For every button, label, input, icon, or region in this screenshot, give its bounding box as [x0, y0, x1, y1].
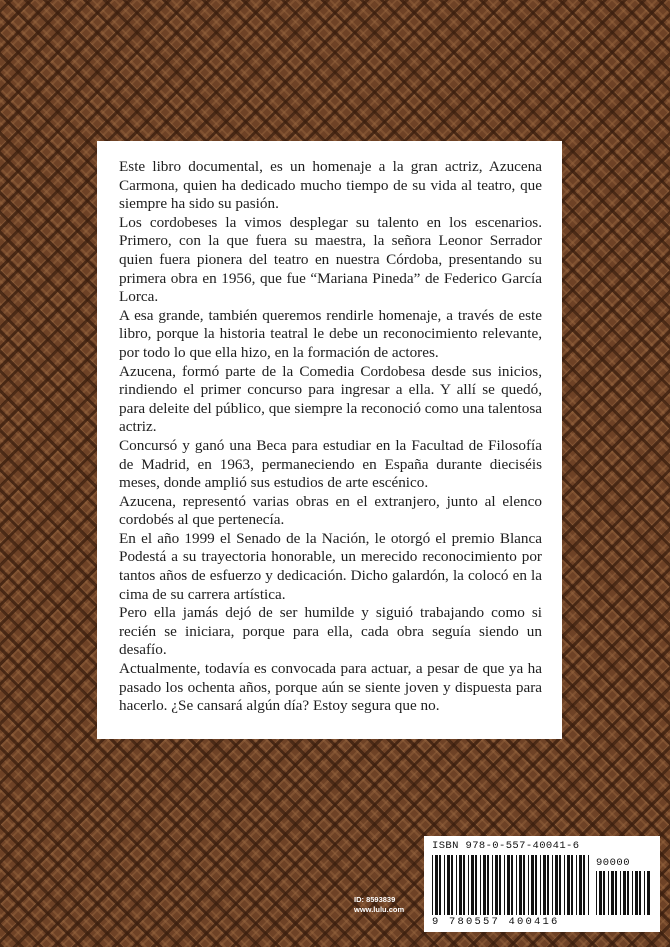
isbn-label: ISBN 978-0-557-40041-6 [432, 840, 580, 852]
ean-barcode [432, 855, 590, 915]
barcode-bar [623, 871, 626, 915]
isbn-barcode-box [424, 836, 660, 932]
barcode-bar [499, 855, 501, 915]
barcode-bar [523, 855, 525, 915]
barcode-bar [639, 871, 641, 915]
barcode-bar [459, 855, 462, 915]
barcode-bar [615, 871, 617, 915]
barcode-bar [571, 855, 573, 915]
barcode-bar [519, 855, 522, 915]
lulu-id-number: ID: 8593839 [354, 895, 396, 904]
barcode-bar [647, 871, 650, 915]
barcode-bar [599, 871, 602, 915]
paragraph-escenarios: Los cordobeses la vimos desplegar su talento en los escenarios. Primero, con la que fuera su maestra, la señora Leonor Serrador quien fuera pionera del teatro en nuestra Córdoba, presentando su primera obra en 1956, que fue “Mariana Pineda” de Federico García Lorca. [119, 213, 542, 306]
barcode-bar [451, 855, 453, 915]
barcode-bar [552, 855, 553, 915]
barcode-bar [531, 855, 534, 915]
paragraph-esa-grande: A esa grande, también queremos rendirle homenaje, a través de este libro, porque la historia teatral le debe un reconocimiento relevante, por todo lo que ella hizo, en la formación de actores. [119, 306, 542, 361]
back-cover-text-panel [97, 141, 562, 739]
barcode-bar [543, 855, 546, 915]
barcode-bar [596, 871, 597, 915]
barcode-bar [468, 855, 469, 915]
barcode-bar [547, 855, 549, 915]
barcode-bar [644, 871, 645, 915]
barcode-bar [435, 855, 438, 915]
barcode-bar [475, 855, 477, 915]
ean-digits: 9 780557 400416 [432, 916, 560, 928]
barcode-bar [579, 855, 582, 915]
barcode-bar [603, 871, 605, 915]
barcode-bar [559, 855, 561, 915]
barcode-bar [439, 855, 441, 915]
barcode-bar [583, 855, 585, 915]
paragraph-comedia-cordobesa: Azucena, formó parte de la Comedia Cordobesa desde sus inicios, rindiendo el primer concurso para ingresar a ella. Y allí se quedó, para deleite del público, que siempre la reconoció como una talentosa actriz. [119, 362, 542, 436]
paragraph-beca: Concursó y ganó una Beca para estudiar en la Facultad de Filosofía de Madrid, en 1963, permaneciendo en España durante dieciséis meses, donde amplió sus estudios de arte escénico. [119, 436, 542, 492]
barcode-bar [504, 855, 505, 915]
barcode-bar [516, 855, 517, 915]
barcode-bar [507, 855, 510, 915]
barcode-bar [564, 855, 565, 915]
paragraph-homenaje: Este libro documental, es un homenaje a la gran actriz, Azucena Carmona, quien ha dedicado mucho tiempo de su vida al teatro, que siempre ha sido su pasión. [119, 158, 542, 213]
barcode-bar [463, 855, 465, 915]
barcode-bar [456, 855, 457, 915]
barcode-bar [567, 855, 570, 915]
barcode-bar [635, 871, 638, 915]
barcode-bar [447, 855, 450, 915]
barcode-bar [487, 855, 489, 915]
barcode-bar [495, 855, 498, 915]
barcode-bar [555, 855, 558, 915]
barcode-bar [480, 855, 481, 915]
barcode-bar [432, 855, 433, 915]
barcode-bar [483, 855, 486, 915]
paragraph-extranjero: Azucena, representó varias obras en el extranjero, junto al elenco cordobés al que pertenecía. [119, 492, 542, 529]
barcode-bar [627, 871, 629, 915]
barcode-bar [632, 871, 633, 915]
barcode-bar [576, 855, 577, 915]
paragraph-premio: En el año 1999 el Senado de la Nación, le otorgó el premio Blanca Podestá a su trayectoria honorable, un merecido reconocimiento por tantos años de esfuerzo y dedicación. Dicho galardón, la colocó en la cima de su carrera artística. [119, 529, 542, 603]
barcode-bar [611, 871, 614, 915]
barcode-bar [471, 855, 474, 915]
barcode-bar [528, 855, 529, 915]
barcode-bar [444, 855, 445, 915]
lulu-id-label [354, 895, 424, 915]
barcode-bar [492, 855, 493, 915]
barcode-bar [620, 871, 621, 915]
barcode-bar [588, 855, 589, 915]
paragraph-actualmente: Actualmente, todavía es convocada para actuar, a pesar de que ya ha pasado los ochenta años, porque aún se siente joven y dispuesta para hacerlo. ¿Se cansará algún día? Estoy segura que no. [119, 660, 542, 715]
barcode-bar [608, 871, 609, 915]
lulu-site: www.lulu.com [354, 905, 405, 914]
barcode-bar [535, 855, 537, 915]
barcode-bar [540, 855, 541, 915]
barcode-bar [511, 855, 513, 915]
price-barcode [596, 871, 650, 915]
price-code: 90000 [596, 857, 631, 869]
paragraph-humilde: Pero ella jamás dejó de ser humilde y siguió trabajando como si recién se iniciara, porque para ella, cada obra seguía siendo un desafío. [119, 604, 542, 659]
